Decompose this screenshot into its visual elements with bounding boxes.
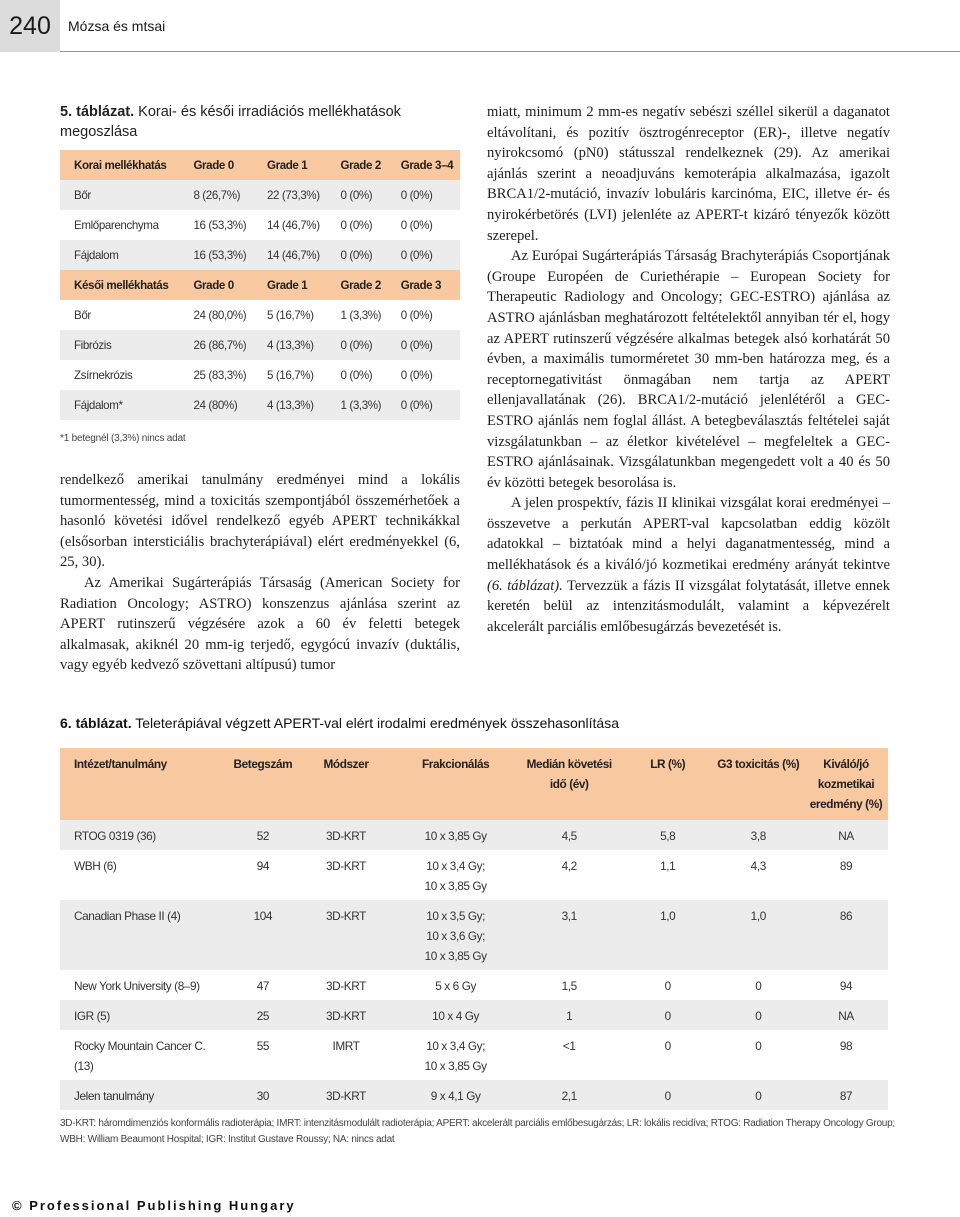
table5-cell: 0 (0%) <box>387 390 460 420</box>
table5-cell: Grade 0 <box>179 150 253 180</box>
table6-cell: 3D-KRT <box>296 970 396 1000</box>
table5-row <box>60 360 460 390</box>
table6-cell: 4,3 <box>712 850 804 900</box>
table5-early-header <box>60 150 460 180</box>
table5-row <box>60 180 460 210</box>
table6-cell: New York University (8–9) <box>60 970 230 1000</box>
table6-caption <box>60 715 619 731</box>
table6-cell: 89 <box>804 850 888 900</box>
table5-note: *1 betegnél (3,3%) nincs adat <box>60 433 186 444</box>
table6-cell: 1,5 <box>515 970 623 1000</box>
table6-cell: 10 x 3,4 Gy; 10 x 3,85 Gy <box>396 1030 516 1080</box>
table5-cell: Korai mellékhatás <box>60 150 179 180</box>
copyright-footer: © Professional Publishing Hungary <box>12 1198 296 1213</box>
table5-caption-text: Korai- és késői irradiációs mellékhatások megoszlása <box>60 104 401 140</box>
table5-cell: 4 (13,3%) <box>253 330 327 360</box>
table5-cell: 0 (0%) <box>387 240 460 270</box>
page-number: 240 <box>0 0 60 52</box>
table5-cell: Fibrózis <box>60 330 179 360</box>
table5-cell: Grade 2 <box>327 150 387 180</box>
table6-cell: 104 <box>230 900 297 970</box>
table6-cell: 86 <box>804 900 888 970</box>
left-column-text <box>60 470 460 676</box>
table6-cell: NA <box>804 1000 888 1030</box>
table5-cell: 22 (73,3%) <box>253 180 327 210</box>
table5-cell: 14 (46,7%) <box>253 240 327 270</box>
table6-cell: 1,0 <box>712 900 804 970</box>
table5-cell: 16 (53,3%) <box>179 240 253 270</box>
table6-cell: 55 <box>230 1030 297 1080</box>
table6-cell: 0 <box>623 1000 712 1030</box>
table6-cell: 30 <box>230 1080 297 1110</box>
table6-cell: 0 <box>712 1000 804 1030</box>
table5-cell: Késői mellékhatás <box>60 270 179 300</box>
table6-cell: 3D-KRT <box>296 850 396 900</box>
table5-cell: Bőr <box>60 300 179 330</box>
table6-header-cell: Kiváló/jó kozmetikai eredmény (%) <box>804 748 888 820</box>
header-divider <box>60 51 960 52</box>
table5-caption-label: 5. táblázat. <box>60 104 135 120</box>
table5-cell: Grade 0 <box>179 270 253 300</box>
table5-cell: 0 (0%) <box>387 330 460 360</box>
table6-reference: (6. táblázat). <box>487 577 563 594</box>
table6-row <box>60 820 888 850</box>
table6-cell: 94 <box>804 970 888 1000</box>
table6-caption-text: Teleterápiával végzett APERT-val elért irodalmi eredmények összehasonlítása <box>131 715 619 731</box>
table6-row <box>60 1080 888 1110</box>
table6-cell: 25 <box>230 1000 297 1030</box>
table5-cell: 4 (13,3%) <box>253 390 327 420</box>
table6-cell: 87 <box>804 1080 888 1110</box>
table5-cell: 16 (53,3%) <box>179 210 253 240</box>
table5-cell: Grade 1 <box>253 150 327 180</box>
table5-cell: 0 (0%) <box>387 210 460 240</box>
table5-cell: 0 (0%) <box>387 360 460 390</box>
right-paragraph-1: miatt, minimum 2 mm-es negatív sebészi széllel sikerül a daganatot eltávolítani, és pozitív ösztrogénreceptor (ER)-, illetve negatív nyirokcsomó (pN0) státusszal rendelkeznek (29). Az amerikai ajánlás szerint a neoadjuváns kemoterápia alkalmazása, igazolt BRCA1/2-mutáció, invazív lobuláris karcinóma, EIC, illetve ér- és nyirokérbetörés (LVI) jelenléte az APERT-t kizáró tényezők között szerepel. <box>487 104 890 244</box>
table5-cell: Grade 3–4 <box>387 150 460 180</box>
table6-cell: Rocky Mountain Cancer C. (13) <box>60 1030 230 1080</box>
table6-cell: 0 <box>712 1030 804 1080</box>
table6-row <box>60 900 888 970</box>
right-column-text <box>487 102 890 637</box>
table5-row <box>60 210 460 240</box>
table5-cell: 25 (83,3%) <box>179 360 253 390</box>
table6-cell: 5 x 6 Gy <box>396 970 516 1000</box>
table6-header-cell: G3 toxicitás (%) <box>712 748 804 820</box>
table5-row <box>60 300 460 330</box>
table6-cell: 52 <box>230 820 297 850</box>
table6-cell: 3D-KRT <box>296 1000 396 1030</box>
right-paragraph-2: Az Európai Sugárterápiás Társaság Brachyterápiás Csoportjának (Groupe Européen de Curiethérapie – European Society for Therapeutic Radiology and Oncology; GEC-ESTRO) ajánlása az ASTRO ajánlásban meghatározott feltételektől annyiban tér el, hogy az APERT rutinszerű végzésére alkalmas betegek alsó korhatárát 50 évben, a maximális tumorméretet 30 mm-ben határozza meg, és a receptornegativitást önmagában nem tartja az APERT ellenjavallatának (26). BRCA1/2-mutáció jelenlétéről a GEC-ESTRO ajánlás nem foglal állást. A betegbeválasztás feltételei saját vizsgálatunkban – az életkor kivételével – megfeleltek a GEC-ESTRO ajánlásainak. Vizsgálatunkban megengedett volt a 40 és 50 év közötti betegek besorolása is. <box>487 248 890 491</box>
table6-row <box>60 850 888 900</box>
table6-cell: 1,0 <box>623 900 712 970</box>
table6-cell: IGR (5) <box>60 1000 230 1030</box>
table5-cell: Grade 1 <box>253 270 327 300</box>
right-paragraph-3 <box>487 493 890 637</box>
table5-cell: 8 (26,7%) <box>179 180 253 210</box>
table5-cell: 0 (0%) <box>327 210 387 240</box>
table6-row <box>60 970 888 1000</box>
table5-cell: Zsírnekrózis <box>60 360 179 390</box>
table6-cell: 0 <box>623 1030 712 1080</box>
table5-cell: Emlőparenchyma <box>60 210 179 240</box>
table5-caption <box>60 102 480 142</box>
table6-cell: 3D-KRT <box>296 900 396 970</box>
table5-cell: 26 (86,7%) <box>179 330 253 360</box>
table6-cell: WBH (6) <box>60 850 230 900</box>
right-paragraph-3-a: A jelen prospektív, fázis II klinikai vizsgálat korai eredményei – összevetve a perkután APERT-val kapcsolatban eddig közölt adatokkal – biztatóak mind a helyi daganatmentesség, mind a mellékhatások és a kiváló/jó kozmetikai eredmény arányát tekintve <box>487 495 890 574</box>
table6-cell: <1 <box>515 1030 623 1080</box>
table5-cell: 0 (0%) <box>327 330 387 360</box>
table6 <box>60 748 888 1110</box>
left-paragraph-1: rendelkező amerikai tanulmány eredményei mind a lokális tumormentesség, mind a toxicitás szempontjából összemérhetőek a hasonló követési idővel rendelkező egyéb APERT technikákkal (elsősorban intersticiális brachyterápiával) elért eredményekkel (6, 25, 30). <box>60 472 460 571</box>
table5-late-header <box>60 270 460 300</box>
table5-row <box>60 330 460 360</box>
table5-cell: Bőr <box>60 180 179 210</box>
table5-cell: Fájdalom <box>60 240 179 270</box>
table6-cell: 10 x 3,85 Gy <box>396 820 516 850</box>
running-header-authors: Mózsa és mtsai <box>68 18 166 34</box>
table5-cell: 1 (3,3%) <box>327 390 387 420</box>
table6-cell: 2,1 <box>515 1080 623 1110</box>
table6-footnote: 3D-KRT: háromdimenziós konformális radioterápia; IMRT: intenzitásmodulált radioterápia; APERT: akcelerált parciális emlőbesugárzás; LR: lokális recidíva; RTOG: Radiation Therapy Oncology Group; WBH: William Beaumont Hospital; IGR: Institut Gustave Roussy; NA: nincs adat <box>60 1118 895 1145</box>
table6-cell: 3D-KRT <box>296 820 396 850</box>
table5-cell: 24 (80,0%) <box>179 300 253 330</box>
table6-cell: IMRT <box>296 1030 396 1080</box>
table5-cell: 24 (80%) <box>179 390 253 420</box>
table6-cell: 4,5 <box>515 820 623 850</box>
table6-cell: Jelen tanulmány <box>60 1080 230 1110</box>
table6-cell: NA <box>804 820 888 850</box>
table6-cell: 98 <box>804 1030 888 1080</box>
table6-cell: 3,1 <box>515 900 623 970</box>
table6-cell: 10 x 4 Gy <box>396 1000 516 1030</box>
table5-cell: 0 (0%) <box>387 300 460 330</box>
table5-cell: Grade 3 <box>387 270 460 300</box>
table6-cell: 1 <box>515 1000 623 1030</box>
table5-cell: 5 (16,7%) <box>253 360 327 390</box>
table6-caption-label: 6. táblázat. <box>60 715 132 731</box>
table6-cell: 1,1 <box>623 850 712 900</box>
table5-cell: 0 (0%) <box>387 180 460 210</box>
table6-row <box>60 1000 888 1030</box>
table6-header-cell: LR (%) <box>623 748 712 820</box>
table5-cell: 1 (3,3%) <box>327 300 387 330</box>
right-paragraph-3-b: Tervezzük a fázis II vizsgálat folytatását, illetve ennek keretén belül az intenzitásmodulált, valamint a képvezérelt akcelerált parciális emlőbesugárzás bevezetését is. <box>487 577 890 635</box>
table6-cell: 47 <box>230 970 297 1000</box>
table6-cell: 9 x 4,1 Gy <box>396 1080 516 1110</box>
table6-cell: 4,2 <box>515 850 623 900</box>
table6-cell: 0 <box>712 970 804 1000</box>
table6-cell: 10 x 3,5 Gy; 10 x 3,6 Gy; 10 x 3,85 Gy <box>396 900 516 970</box>
table6-cell: 94 <box>230 850 297 900</box>
table5-cell: 0 (0%) <box>327 240 387 270</box>
table5-row <box>60 390 460 420</box>
table6-cell: 0 <box>712 1080 804 1110</box>
table6-cell: 0 <box>623 970 712 1000</box>
table6-header-cell: Frakcionálás <box>396 748 516 820</box>
table6-cell: 0 <box>623 1080 712 1110</box>
table6-header-cell: Medián követési idő (év) <box>515 748 623 820</box>
left-paragraph-2: Az Amerikai Sugárterápiás Társaság (American Society for Radiation Oncology; ASTRO) konszenzus ajánlása szerint az APERT rutinszerű végzésére azok a 60 év feletti betegek alkalmasak, akiknél 20 mm-ig terjedő, egygócú invazív (duktális, vagy egyéb kedvező szövettani altípusú) tumor <box>60 574 460 674</box>
table5 <box>60 150 460 420</box>
table6-cell: Canadian Phase II (4) <box>60 900 230 970</box>
table6-cell: 5,8 <box>623 820 712 850</box>
table5-row <box>60 240 460 270</box>
table6-cell: 3D-KRT <box>296 1080 396 1110</box>
table5-cell: 0 (0%) <box>327 360 387 390</box>
table6-cell: 10 x 3,4 Gy; 10 x 3,85 Gy <box>396 850 516 900</box>
table5-cell: 14 (46,7%) <box>253 210 327 240</box>
table6-header-cell: Intézet/tanulmány <box>60 748 230 820</box>
table5-cell: Fájdalom* <box>60 390 179 420</box>
table6-header-cell: Módszer <box>296 748 396 820</box>
table6-cell: RTOG 0319 (36) <box>60 820 230 850</box>
table5-cell: Grade 2 <box>327 270 387 300</box>
table6-row <box>60 1030 888 1080</box>
table6-header-cell: Betegszám <box>230 748 297 820</box>
table5-cell: 0 (0%) <box>327 180 387 210</box>
table6-cell: 3,8 <box>712 820 804 850</box>
table5-cell: 5 (16,7%) <box>253 300 327 330</box>
